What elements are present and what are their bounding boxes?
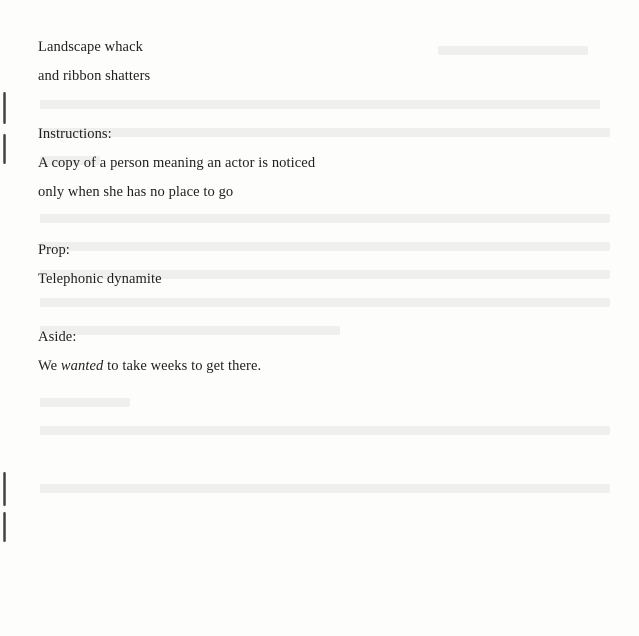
staple-mark bbox=[3, 512, 6, 542]
show-through-mark bbox=[40, 242, 610, 251]
show-through-mark bbox=[40, 326, 340, 335]
staple-mark bbox=[3, 92, 6, 124]
show-through-mark bbox=[40, 214, 610, 223]
show-through-mark bbox=[40, 298, 610, 307]
show-through-mark bbox=[40, 484, 610, 493]
poem-line: Landscape whack bbox=[38, 39, 143, 55]
show-through-mark bbox=[438, 46, 588, 55]
aside-rest: to take weeks to get there. bbox=[103, 358, 262, 374]
prop-heading: Prop: bbox=[38, 242, 70, 258]
staple-mark bbox=[3, 472, 6, 506]
show-through-mark bbox=[40, 128, 610, 137]
instructions-line: only when she has no place to go bbox=[38, 184, 234, 200]
show-through-mark bbox=[40, 426, 610, 435]
poem-line: and ribbon shatters bbox=[38, 68, 151, 84]
aside-word: We bbox=[38, 358, 58, 374]
instructions-heading: Instructions: bbox=[38, 126, 112, 142]
show-through-mark bbox=[40, 100, 600, 109]
show-through-mark bbox=[40, 398, 130, 407]
aside-emphasis: wanted bbox=[60, 358, 104, 374]
staple-mark bbox=[3, 134, 6, 164]
aside-heading: Aside: bbox=[38, 329, 77, 345]
instructions-line: A copy of a person meaning an actor is noticed bbox=[38, 155, 316, 171]
prop-text: Telephonic dynamite bbox=[38, 271, 162, 287]
aside-text bbox=[38, 357, 261, 375]
